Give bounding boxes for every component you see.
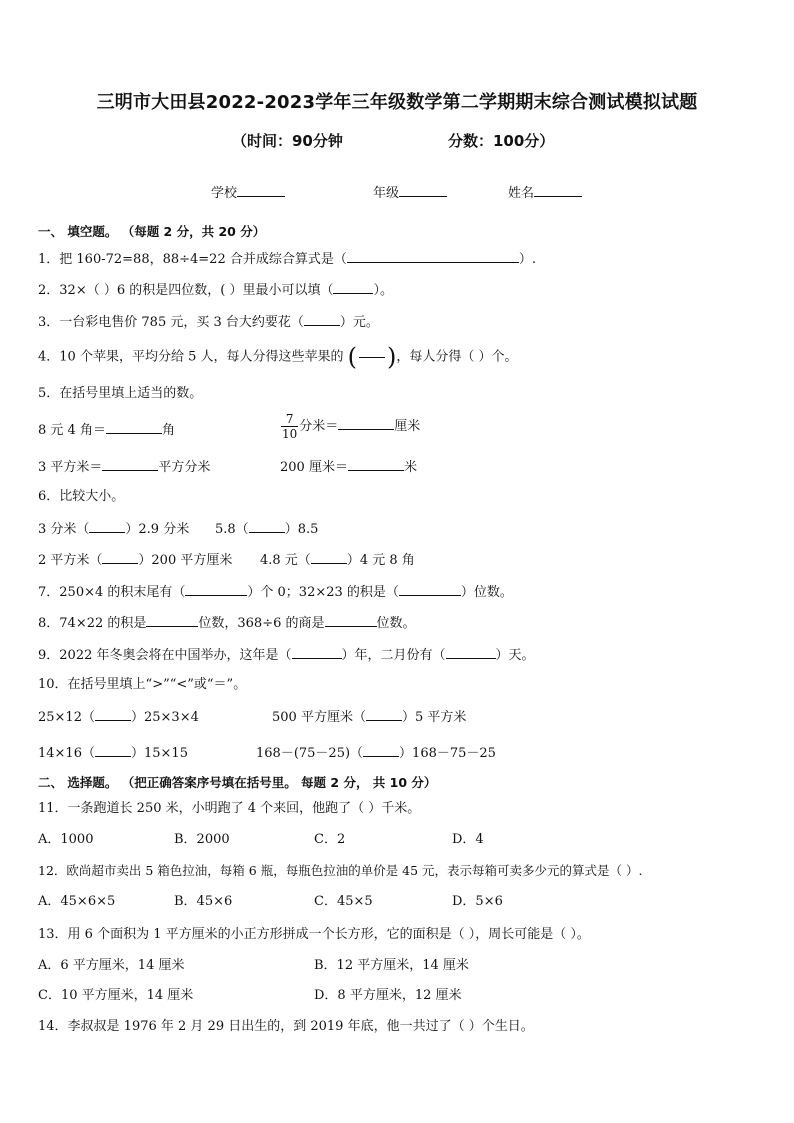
question-8: 8．74×22 的积是 位数，368÷6 的商是 位数。 <box>38 613 416 633</box>
question-9: 9．2022 年冬奥会将在中国举办，这年是（ ）年，二月份有（ ）天。 <box>38 645 535 665</box>
question-6-row-2b: 4.8 元（ ）4 元 8 角 <box>260 550 415 570</box>
question-3: 3．一台彩电售价 785 元，买 3 台大约要花（ ）元。 <box>38 312 379 332</box>
question-6-row-1: 3 分米（ ）2.9 分米 <box>38 519 189 539</box>
question-7: 7．250×4 的积末尾有（ ）个 0；32×23 的积是（ ）位数。 <box>38 582 513 602</box>
option-b[interactable]: B．2000 <box>174 832 230 847</box>
answer-blank[interactable] <box>89 519 125 533</box>
question-13: 13．用 6 个面积为 1 平方厘米的小正方形拼成一个长方形，它的面积是（ ），周长可能是（ ）。 <box>38 927 590 942</box>
question-10-row-2b: 168－(75－25)（ ）168－75－25 <box>256 743 496 763</box>
answer-blank[interactable] <box>348 457 404 471</box>
grade-field[interactable]: 年级 <box>373 182 447 201</box>
answer-blank[interactable] <box>106 420 162 434</box>
answer-blank[interactable] <box>325 613 377 627</box>
answer-blank[interactable] <box>366 707 402 721</box>
fraction-blank[interactable] <box>359 357 385 358</box>
question-1: 1．把 160-72=88，88÷4=22 合并成综合算式是（ ）. <box>38 249 536 269</box>
name-field[interactable]: 姓名 <box>508 182 582 201</box>
question-5-row-1b: $\frac{7}{10}$ 分米＝ 厘米 <box>282 412 421 441</box>
answer-blank[interactable] <box>311 550 347 564</box>
question-10-row-2: 14×16（ ）15×15 <box>38 743 188 763</box>
answer-blank[interactable] <box>249 519 285 533</box>
question-14: 14．李叔叔是 1976 年 2 月 29 日出生的，到 2019 年底，他一共过了（ ）个生日。 <box>38 1019 534 1034</box>
question-5: 5．在括号里填上适当的数。 <box>38 386 203 401</box>
question-11: 11．一条跑道长 250 米，小明跑了 4 个来回，他跑了（ ）千米。 <box>38 801 421 816</box>
question-5-row-1: 8 元 4 角＝ 角 <box>38 420 175 440</box>
option-a[interactable]: A．1000 <box>38 832 94 847</box>
page-title: 三明市大田县2022-2023学年三年级数学第二学期期末综合测试模拟试题 <box>96 92 698 113</box>
option-c[interactable]: C．45×5 <box>314 894 373 909</box>
exam-score: 分数：100分） <box>448 132 555 150</box>
option-c[interactable]: C．2 <box>314 832 346 847</box>
answer-blank[interactable] <box>185 582 247 596</box>
option-d[interactable]: D．4 <box>452 832 484 847</box>
option-b[interactable]: B．45×6 <box>174 894 233 909</box>
fraction-seven-tenths: $\frac{7}{10}$ <box>282 412 298 441</box>
exam-time: （时间：90分钟 <box>232 132 343 150</box>
school-field[interactable]: 学校 <box>211 182 285 201</box>
answer-blank[interactable] <box>338 416 394 430</box>
question-10-row-1: 25×12（ ）25×3×4 <box>38 707 199 727</box>
answer-blank[interactable] <box>399 582 461 596</box>
question-6-row-1b: 5.8（ ）8.5 <box>215 519 318 539</box>
answer-blank[interactable] <box>102 550 138 564</box>
question-4: 4．10 个苹果，平均分给 5 人，每人分得这些苹果的 ( )，每人分得（ ）个。 <box>38 343 518 371</box>
answer-blank[interactable] <box>102 457 158 471</box>
option-a[interactable]: A．45×6×5 <box>38 894 116 909</box>
question-10-row-1b: 500 平方厘米（ ）5 平方米 <box>272 707 466 727</box>
answer-blank[interactable] <box>347 249 519 263</box>
answer-blank[interactable] <box>446 645 496 659</box>
section-header-choice: 二、 选择题。 （把正确答案序号填在括号里。 每题 2 分， 共 10 分） <box>38 775 437 790</box>
option-c[interactable]: C．10 平方厘米，14 厘米 <box>38 988 194 1003</box>
question-6: 6．比较大小。 <box>38 489 125 504</box>
answer-blank[interactable] <box>292 645 342 659</box>
question-10: 10．在括号里填上“>”“<”或“＝”。 <box>38 677 247 692</box>
option-a[interactable]: A．6 平方厘米，14 厘米 <box>38 958 185 973</box>
question-12: 12．欧尚超市卖出 5 箱色拉油，每箱 6 瓶，每瓶色拉油的单价是 45 元，表示每箱可卖多少元的算式是（ ）. <box>38 863 643 878</box>
answer-blank[interactable] <box>95 707 131 721</box>
question-6-row-2: 2 平方米（ ）200 平方厘米 <box>38 550 232 570</box>
answer-blank[interactable] <box>146 613 198 627</box>
question-2: 2．32×（ ）6 的积是四位数，( ）里最小可以填（ ）。 <box>38 280 393 300</box>
option-b[interactable]: B．12 平方厘米，14 厘米 <box>314 958 469 973</box>
question-5-row-2b: 200 厘米＝ 米 <box>280 457 417 477</box>
answer-blank[interactable] <box>363 743 399 757</box>
answer-blank[interactable] <box>95 743 131 757</box>
option-d[interactable]: D．8 平方厘米，12 厘米 <box>314 988 462 1003</box>
answer-blank[interactable] <box>333 280 373 294</box>
option-d[interactable]: D．5×6 <box>452 894 503 909</box>
answer-blank[interactable] <box>304 312 340 326</box>
question-5-row-2: 3 平方米＝ 平方分米 <box>38 457 210 477</box>
section-header-fill: 一、 填空题。 （每题 2 分，共 20 分） <box>38 224 266 239</box>
